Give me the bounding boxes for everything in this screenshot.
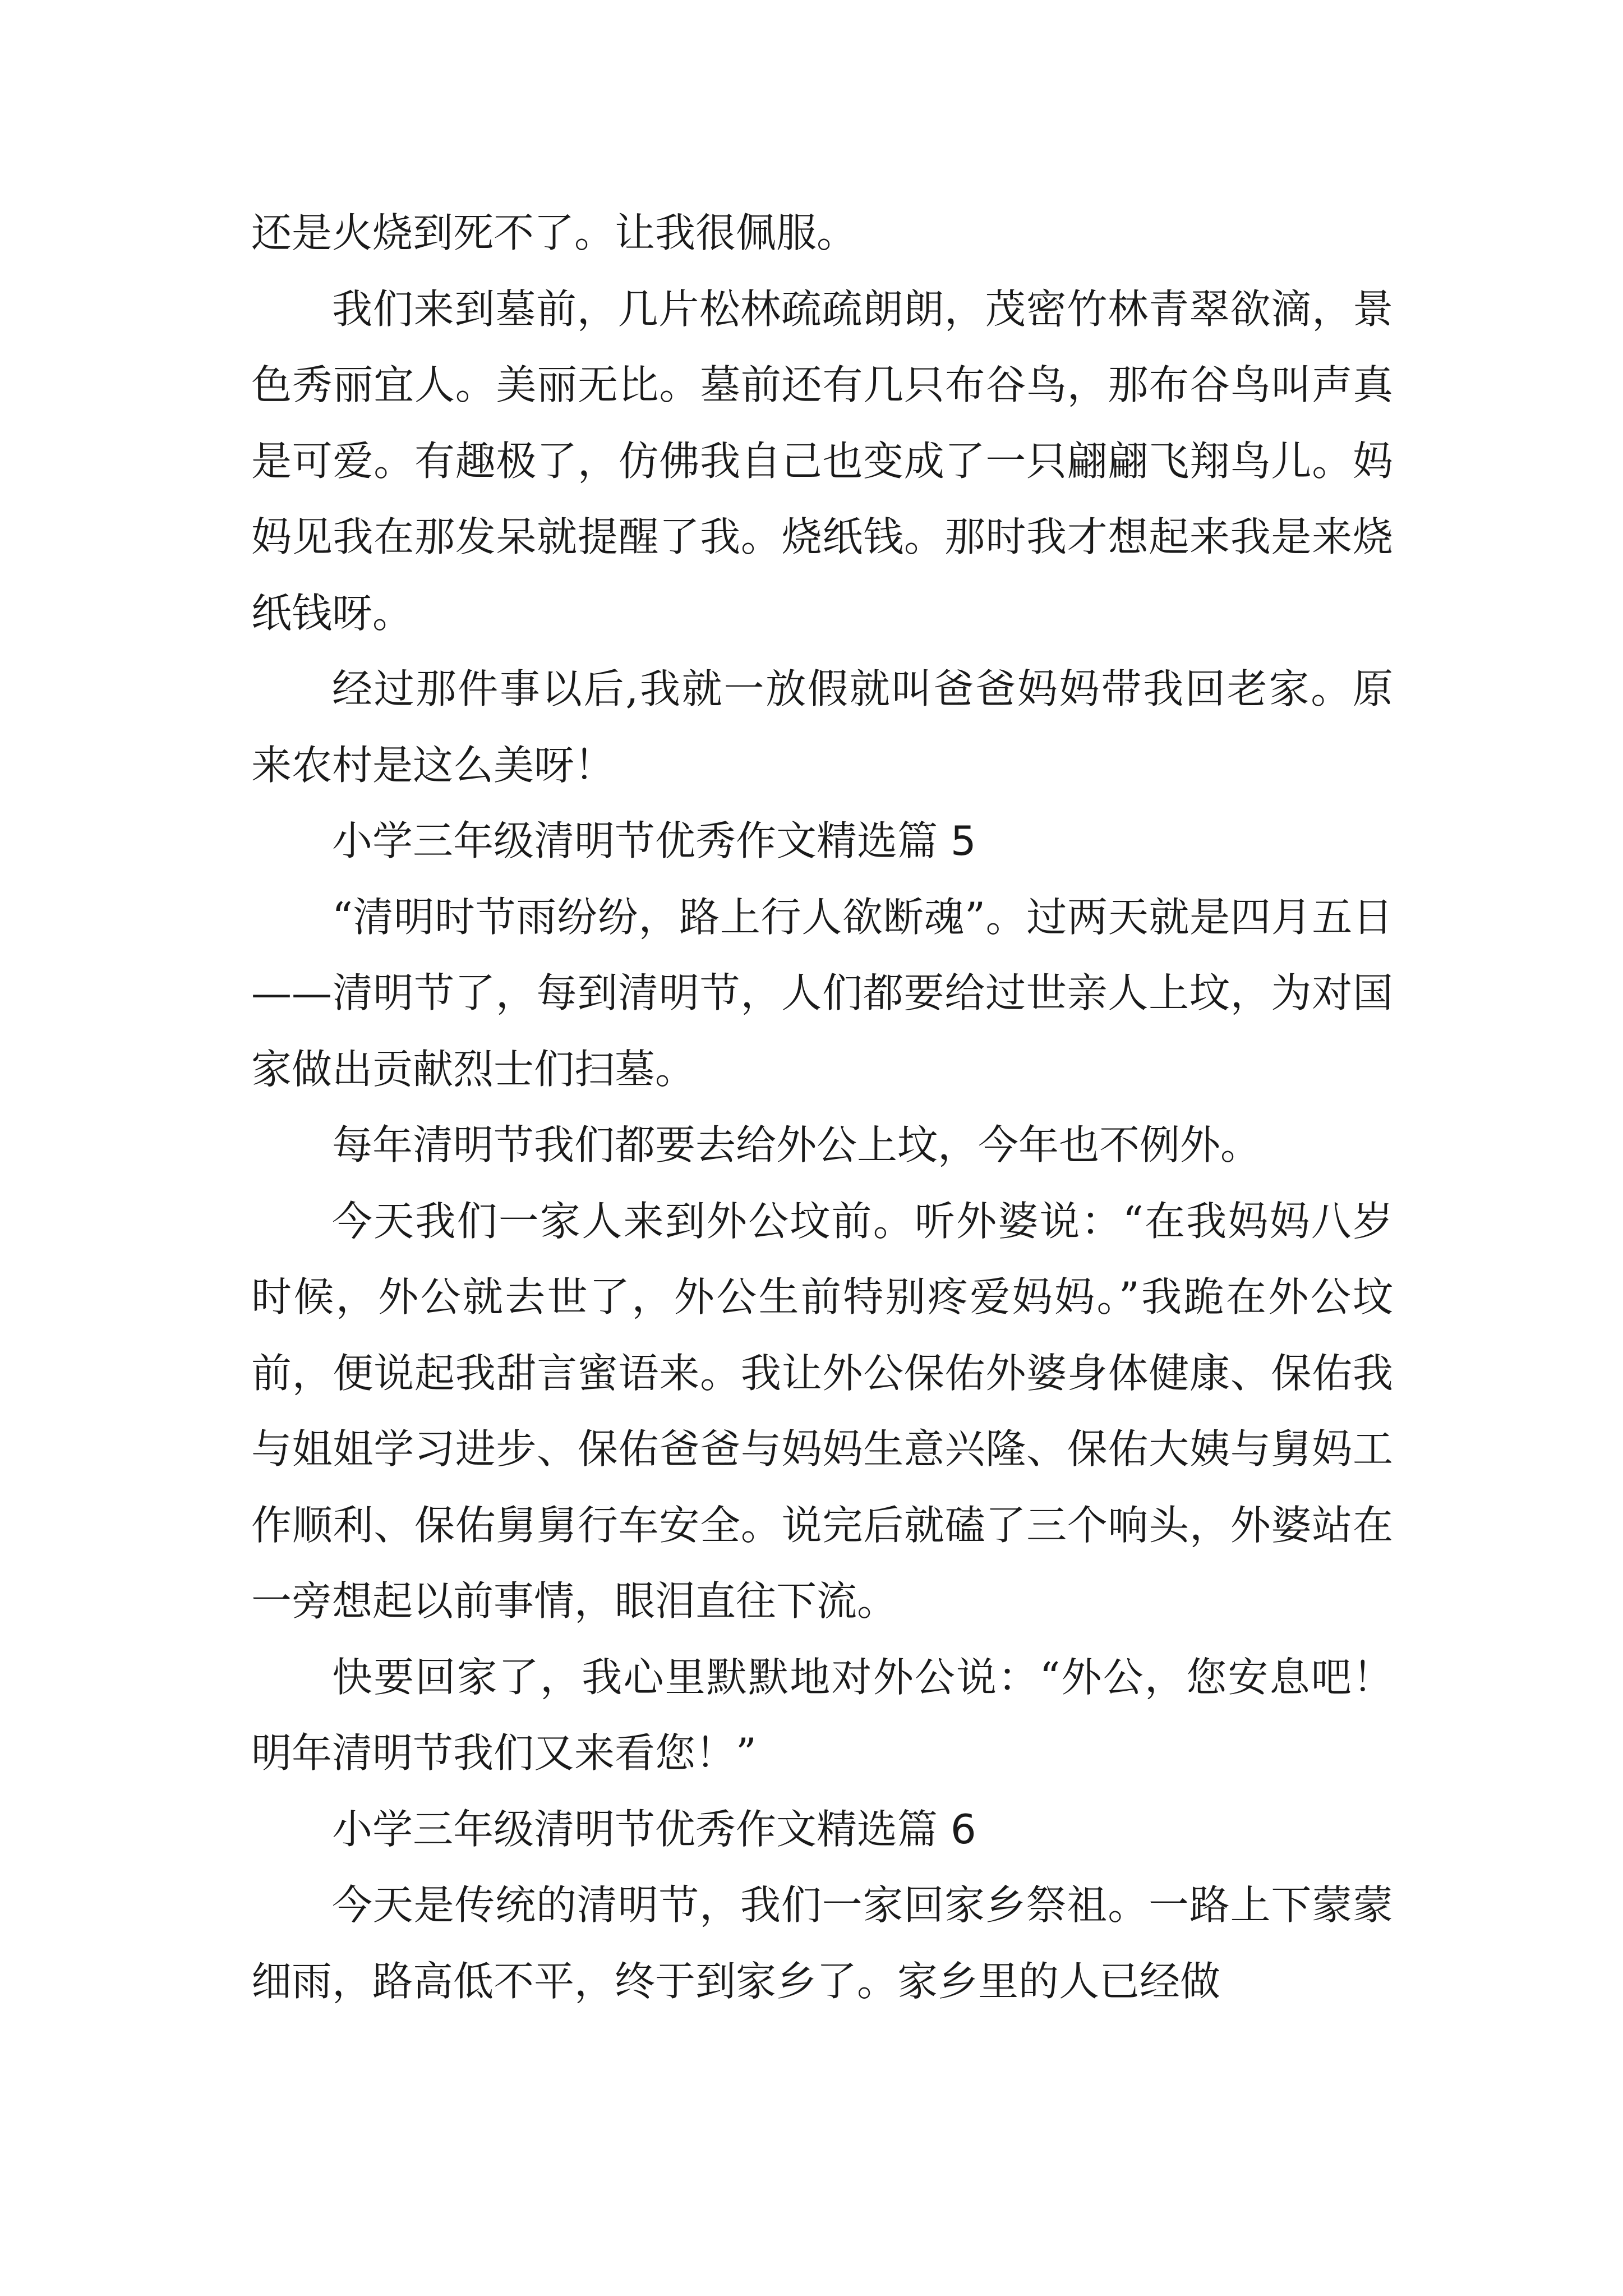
document-body <box>251 195 1393 2019</box>
paragraph-continuation: 还是火烧到死不了。让我很佩服。 <box>251 209 857 256</box>
section-heading: 小学三年级清明节优秀作文精选篇 6 <box>332 1805 976 1853</box>
paragraph: “清明时节雨纷纷，路上行人欲断魂”。过两天就是四月五日——清明节了，每到清明节，人们都要给过世亲人上坟，为对国家做出贡献烈士们扫墓。 <box>251 893 1393 1093</box>
paragraph: 快要回家了，我心里默默地对外公说：“外公，您安息吧！明年清明节我们又来看您！” <box>251 1653 1393 1777</box>
paragraph: 今天是传统的清明节，我们一家回家乡祭祖。一路上下蒙蒙细雨，路高低不平，终于到家乡了。家乡里的人已经做 <box>251 1881 1393 2005</box>
paragraph: 今天我们一家人来到外公坟前。听外婆说：“在我妈妈八岁时候，外公就去世了，外公生前特别疼爱妈妈。”我跪在外公坟前，便说起我甜言蜜语来。我让外公保佑外婆身体健康、保佑我与姐姐学习进步、保佑爸爸与妈妈生意兴隆、保佑大姨与舅妈工作顺利、保佑舅舅行车安全。说完后就磕了三个响头，外婆站在一旁想起以前事情，眼泪直往下流。 <box>251 1197 1393 1625</box>
paragraph: 每年清明节我们都要去给外公上坟，今年也不例外。 <box>332 1121 1261 1168</box>
section-heading: 小学三年级清明节优秀作文精选篇 5 <box>332 817 976 864</box>
paragraph: 经过那件事以后,我就一放假就叫爸爸妈妈带我回老家。原来农村是这么美呀！ <box>251 665 1393 789</box>
paragraph: 我们来到墓前，几片松林疏疏朗朗，茂密竹林青翠欲滴，景色秀丽宜人。美丽无比。墓前还有几只布谷鸟，那布谷鸟叫声真是可爱。有趣极了，仿佛我自己也变成了一只翩翩飞翔鸟儿。妈妈见我在那发呆就提醒了我。烧纸钱。那时我才想起来我是来烧纸钱呀。 <box>251 285 1393 637</box>
